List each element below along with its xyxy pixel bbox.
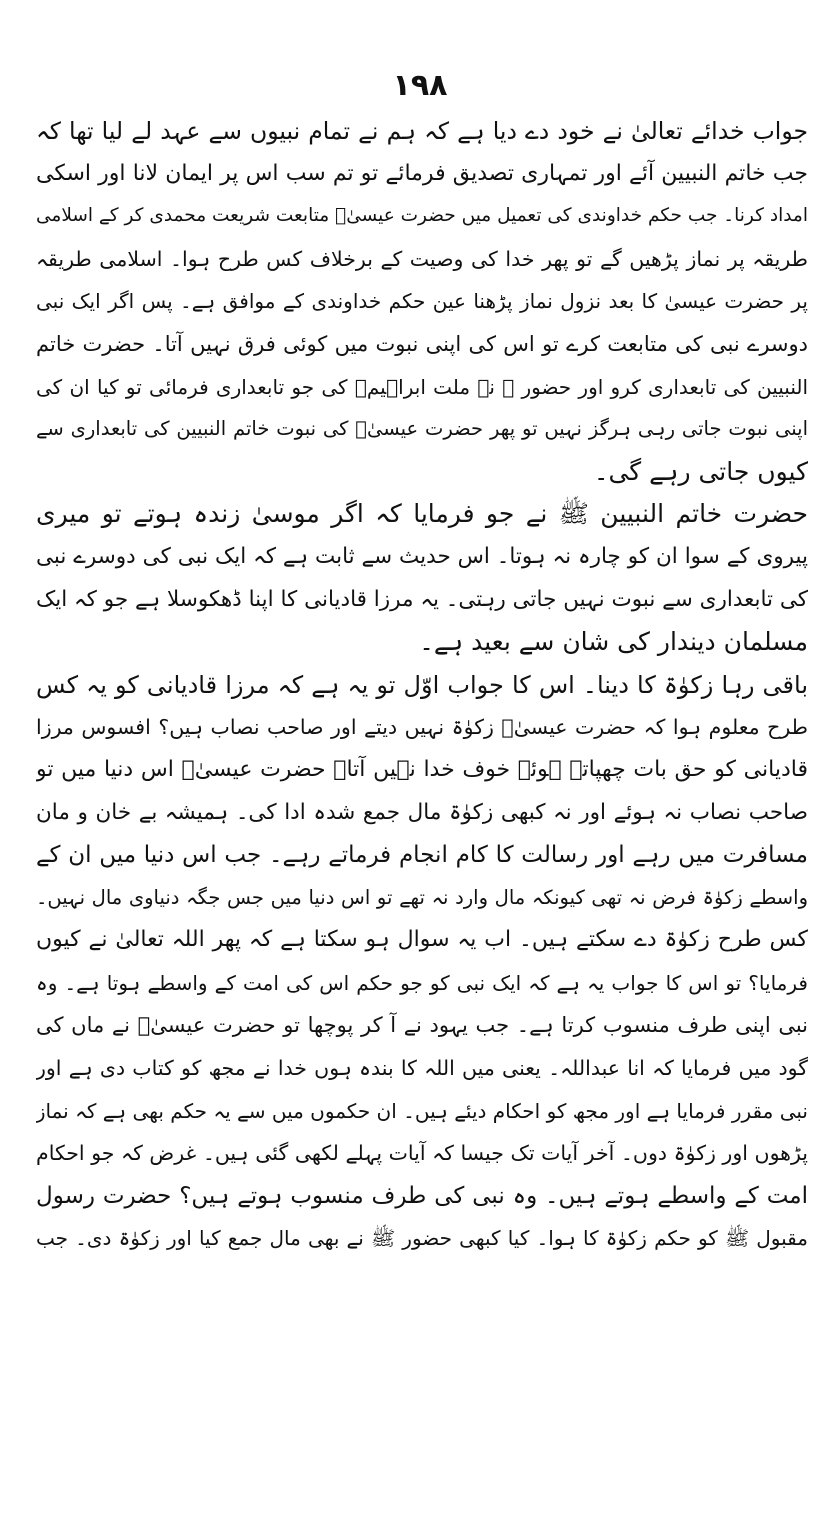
text-line: جب خاتم النبیین آئے اور تمہاری تصدیق فرمائے تو تم سب اس پر ایمان لانا اور اسکی [36,160,808,186]
text-line: کی تابعداری سے نبوت نہیں جاتی رہتی۔ یہ مرزا قادیانی کا اپنا ڈھکوسلا ہے جو کہ ایک [36,586,808,612]
text-line: پر حضرت عیسیٰ کا بعد نزول نماز پڑھنا عین حکم خداوندی کے موافق ہے۔ پس اگر ایک نبی [36,289,808,314]
text-line: مسافرت میں رہے اور رسالت کا کام انجام فرماتے رہے۔ جب اس دنیا میں ان کے [36,842,808,869]
body-text [36,110,808,1260]
text-line: دوسرے نبی کی متابعت کرے تو اس کی اپنی نبوت میں کوئی فرق نہیں آتا۔ حضرت خاتم [36,331,808,356]
text-line: مقبول ﷺ کو حکم زکوٰۃ کا ہوا۔ کیا کبھی حضور ﷺ نے بھی مال جمع کیا اور زکوٰۃ دی۔ جب [36,1226,808,1251]
text-line: کیوں جاتی رہے گی۔ [593,456,808,486]
text-line: طرح معلوم ہوا کہ حضرت عیسیٰؑ زکوٰۃ نہیں دیتے اور صاحب نصاب ہیں؟ افسوس مرزا [36,715,808,740]
text-line: النبیین کی تابعداری کرو اور حضور ﷺ نے ملت ابراہیمؑ کی جو تابعداری فرمائی تو کیا ان کی [36,374,808,399]
text-line: صاحب نصاب نہ ہوئے اور نہ کبھی زکوٰۃ مال جمع شدہ ادا کی۔ ہمیشہ بے خان و مان [36,799,808,825]
text-line: فرمایا؟ تو اس کا جواب یہ ہے کہ ایک نبی کو جو حکم اس کی امت کے واسطے ہوتا ہے۔ وہ [36,970,808,995]
text-line: امداد کرنا۔ جب حکم خداوندی کی تعمیل میں حضرت عیسیٰؑ متابعت شریعت محمدی کر کے اسلامی [36,205,808,227]
text-line: کس طرح زکوٰۃ دے سکتے ہیں۔ اب یہ سوال ہو سکتا ہے کہ پھر اللہ تعالیٰ نے کیوں [36,927,808,953]
text-line: حضرت خاتم النبیین ﷺ نے جو فرمایا کہ اگر موسیٰ زندہ ہوتے تو میری [36,499,808,529]
text-line: پیروی کے سوا ان کو چارہ نہ ہوتا۔ اس حدیث سے ثابت ہے کہ ایک نبی کی دوسرے نبی [36,543,808,569]
text-line: گود میں فرمایا کہ انا عبداللہ۔ یعنی میں اللہ کا بندہ ہوں خدا نے مجھ کو کتاب دی ہے اور [36,1056,808,1081]
page-number: ۱۹۸ [392,68,448,103]
text-line: واسطے زکوٰۃ فرض نہ تھی کیونکہ مال وارد نہ تھے تو اس دنیا میں جس جگہ دنیاوی مال نہیں۔ [36,885,808,909]
text-line: قادیانی کو حق بات چھپاتے ہوئے خوف خدا نہیں آتا۔ حضرت عیسیٰؑ اس دنیا میں تو [36,756,808,782]
text-line: امت کے واسطے ہوتے ہیں۔ وہ نبی کی طرف منسوب ہوتے ہیں؟ حضرت رسول [36,1182,808,1209]
text-line: باقی رہا زکوٰۃ کا دینا۔ اس کا جواب اوّل تو یہ ہے کہ مرزا قادیانی کو یہ کس [36,670,808,699]
text-line: طریقہ پر نماز پڑھیں گے تو پھر خدا کی وصیت کے برخلاف کس طرح ہوا۔ اسلامی طریقہ [36,246,808,271]
text-line: نبی مقرر فرمایا ہے اور مجھ کو احکام دیئے ہیں۔ ان حکموں میں سے یہ حکم بھی ہے کہ نماز [36,1098,808,1123]
text-line: اپنی نبوت جاتی رہی ہرگز نہیں تو پھر حضرت عیسیٰؑ کی نبوت خاتم النبیین کی تابعداری سے [36,417,808,441]
text-line: نبی اپنی طرف منسوب کرتا ہے۔ جب یہود نے آ کر پوچھا تو حضرت عیسیٰؑ نے ماں کی [36,1013,808,1038]
text-line: پڑھوں اور زکوٰۃ دوں۔ آخر آیات تک جیسا کہ آیات پہلے لکھی گئی ہیں۔ غرض کہ جو احکام [36,1141,808,1166]
text-line: مسلمان دیندار کی شان سے بعید ہے۔ [419,627,808,657]
text-line: جواب خدائے تعالیٰ نے خود دے دیا ہے کہ ہم نے تمام نبیوں سے عہد لے لیا تھا کہ [36,117,808,145]
